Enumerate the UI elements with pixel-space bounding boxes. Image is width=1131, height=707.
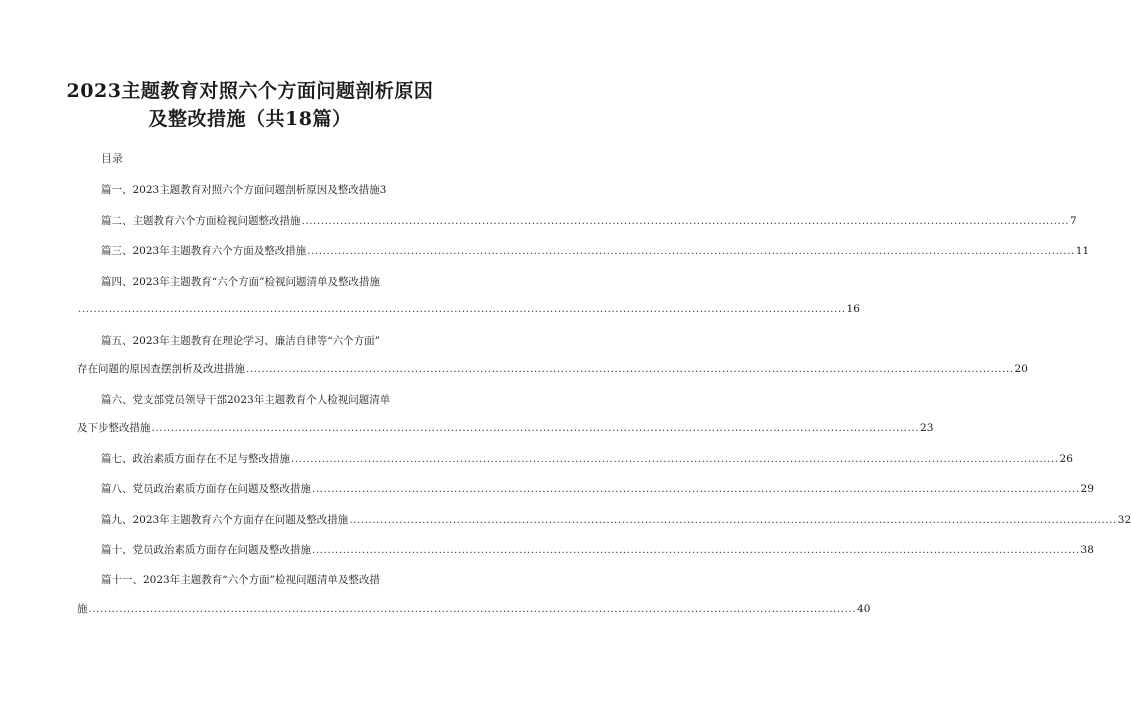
toc-entry-page: 20 <box>1014 363 1028 375</box>
toc-entry[interactable] <box>101 543 1094 557</box>
toc-entry-title: 篇二、主题教育六个方面检视问题整改措施 <box>101 215 301 227</box>
toc-entry-page: 29 <box>1080 483 1094 495</box>
toc-leader-dots: ........................................................................................................................................................................................................ <box>349 514 1117 526</box>
toc-entry-page: 23 <box>920 422 934 434</box>
toc-entry-page: 40 <box>857 603 871 615</box>
title-line-1: 2023主题教育对照六个方面问题剖析原因 <box>66 80 434 102</box>
toc-entry[interactable] <box>101 244 1090 258</box>
toc-entry-page: 32 <box>1117 514 1131 526</box>
toc-leader-dots: ........................................................................................................................................................................................................ <box>78 303 846 315</box>
toc-leader-dots: ........................................................................................................................................................................................................ <box>246 363 1014 375</box>
toc-leader-dots: ........................................................................................................................................................................................................ <box>301 215 1070 227</box>
toc-entry[interactable] <box>101 452 1073 466</box>
toc-entry-page: 26 <box>1059 453 1073 465</box>
document-title <box>60 77 440 133</box>
toc-entry[interactable] <box>101 183 411 197</box>
toc-leader-dots: ........................................................................................................................................................................................................ <box>312 544 1080 556</box>
toc-entry[interactable] <box>101 482 1094 496</box>
toc-entry-title: 篇十、党员政治素质方面存在问题及整改措施 <box>101 544 311 556</box>
toc-entry-continuation[interactable] <box>77 421 934 435</box>
toc-entry-continuation[interactable] <box>77 362 1028 376</box>
title-line-2: 及整改措施（共18篇） <box>148 108 352 130</box>
toc-entry[interactable] <box>101 513 1131 527</box>
toc-entry-title-cont: 存在问题的原因查摆剖析及改进措施 <box>77 363 245 375</box>
toc-leader-dots: ........................................................................................................................................................................................................ <box>291 453 1059 465</box>
toc-entry-page: 7 <box>1070 215 1077 227</box>
toc-entry-title[interactable]: 篇十一、2023年主题教育“六个方面”检视问题清单及整改措 <box>101 574 380 586</box>
toc-entry-title[interactable]: 篇五、2023年主题教育在理论学习、廉洁自律等“六个方面” <box>101 335 380 347</box>
toc-entry-page: 3 <box>379 184 387 196</box>
toc-entry-title: 篇八、党员政治素质方面存在问题及整改措施 <box>101 483 311 495</box>
toc-entry-title-cont: 及下步整改措施 <box>77 422 151 434</box>
toc-entry-page: 16 <box>846 303 860 315</box>
toc-entry-page: 11 <box>1075 245 1090 257</box>
toc-leader-dots: ........................................................................................................................................................................................................ <box>312 483 1080 495</box>
toc-entry-continuation[interactable] <box>77 602 871 616</box>
toc-leader-dots: ........................................................................................................................................................................................................ <box>88 603 857 615</box>
toc-entry-title-cont: 施 <box>77 603 88 615</box>
toc-leader-dots: ........................................................................................................................................................................................................ <box>151 422 920 434</box>
toc-entry-title[interactable]: 篇六、党支部党员领导干部2023年主题教育个人检视问题清单 <box>101 394 391 406</box>
toc-heading: 目录 <box>101 152 123 165</box>
toc-entry-page: 38 <box>1080 544 1094 556</box>
toc-entry-title[interactable]: 篇四、2023年主题教育“六个方面”检视问题清单及整改措施 <box>101 276 380 288</box>
toc-entry-title: 篇九、2023年主题教育六个方面存在问题及整改措施 <box>101 514 349 526</box>
toc-entry-title: 篇三、2023年主题教育六个方面及整改措施 <box>101 245 307 257</box>
toc-entry-title: 篇一、2023主题教育对照六个方面问题剖析原因及整改措施 <box>101 184 380 196</box>
toc-entry-continuation[interactable] <box>77 302 860 316</box>
toc-entry-title: 篇七、政治素质方面存在不足与整改措施 <box>101 453 290 465</box>
toc-entry[interactable] <box>101 214 1077 228</box>
toc-leader-dots: ........................................................................................................................................................................................................ <box>307 245 1075 257</box>
